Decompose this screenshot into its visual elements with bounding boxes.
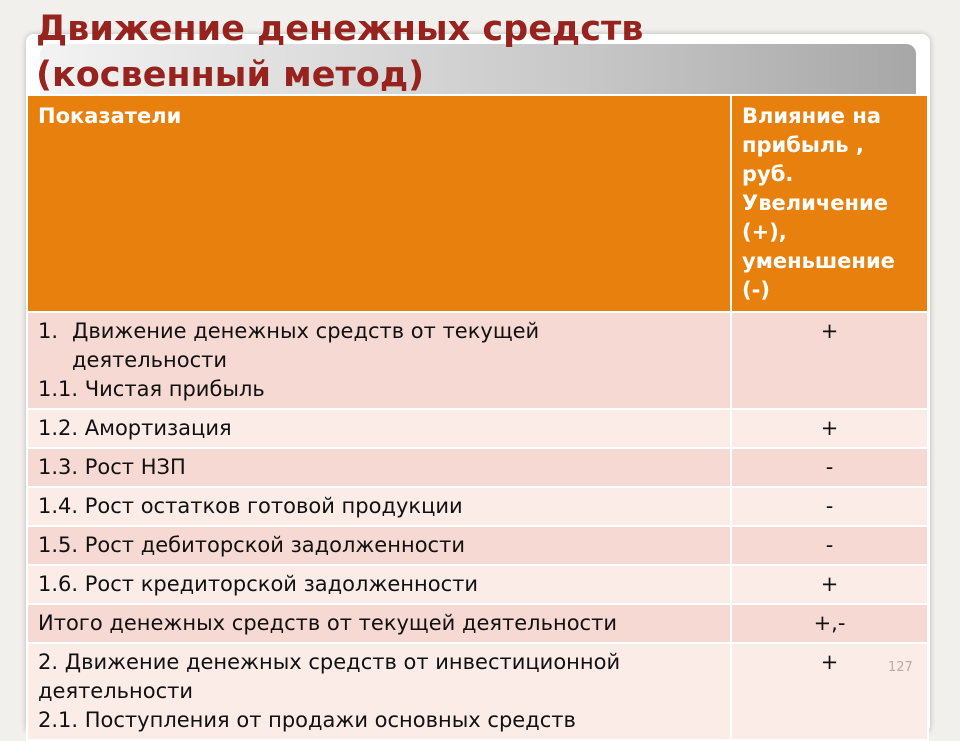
page-number: 127 (888, 660, 913, 675)
header-indicators: Показатели (27, 95, 731, 312)
table-row (27, 604, 928, 643)
row-number: 1. (38, 319, 59, 343)
row-text: Движение денежных средств от текущей (72, 319, 540, 343)
table-row (27, 448, 928, 487)
row-sign: + (731, 643, 928, 740)
table-row (27, 312, 928, 409)
table-row (27, 565, 928, 604)
row-label: 1.5. Рост дебиторской задолженности (27, 526, 731, 565)
row-text: 1.1. Чистая прибыль (38, 377, 265, 401)
row-label: Итого денежных средств от текущей деятельности (27, 604, 731, 643)
table-row (27, 487, 928, 526)
header-impact-line: руб. (742, 162, 794, 186)
row-label: 1.3. Рост НЗП (27, 448, 731, 487)
row-sign: - (731, 487, 928, 526)
header-impact-line: (+), (742, 220, 787, 244)
slide-title (36, 6, 643, 98)
row-text: 2. Движение денежных средств от инвестиционной (38, 650, 621, 674)
row-sign: + (731, 409, 928, 448)
table-header-row (27, 95, 928, 312)
row-text: деятельности (72, 348, 228, 372)
row-label: 1.2. Амортизация (27, 409, 731, 448)
row-label: 1.4. Рост остатков готовой продукции (27, 487, 731, 526)
row-sign: + (731, 312, 928, 409)
row-label: 1.6. Рост кредиторской задолженности (27, 565, 731, 604)
row-text: 2.1. Поступления от продажи основных средств (38, 708, 576, 732)
row-label (27, 643, 731, 740)
table-row (27, 526, 928, 565)
header-impact (731, 95, 928, 312)
header-impact-line: прибыль , (742, 133, 864, 157)
row-sign: - (731, 526, 928, 565)
header-impact-line: Влияние на (742, 104, 882, 128)
row-label (27, 312, 731, 409)
header-impact-line: (-) (742, 278, 770, 302)
table-row (27, 409, 928, 448)
table-row (27, 643, 928, 740)
row-sign: + (731, 565, 928, 604)
row-text: деятельности (38, 679, 194, 703)
header-impact-line: уменьшение (742, 249, 895, 273)
cash-flow-table (26, 94, 929, 741)
title-line-2: (косвенный метод) (36, 55, 425, 95)
header-impact-line: Увеличение (742, 191, 888, 215)
row-sign: - (731, 448, 928, 487)
row-sign: +,- (731, 604, 928, 643)
title-line-1: Движение денежных средств (36, 9, 644, 49)
